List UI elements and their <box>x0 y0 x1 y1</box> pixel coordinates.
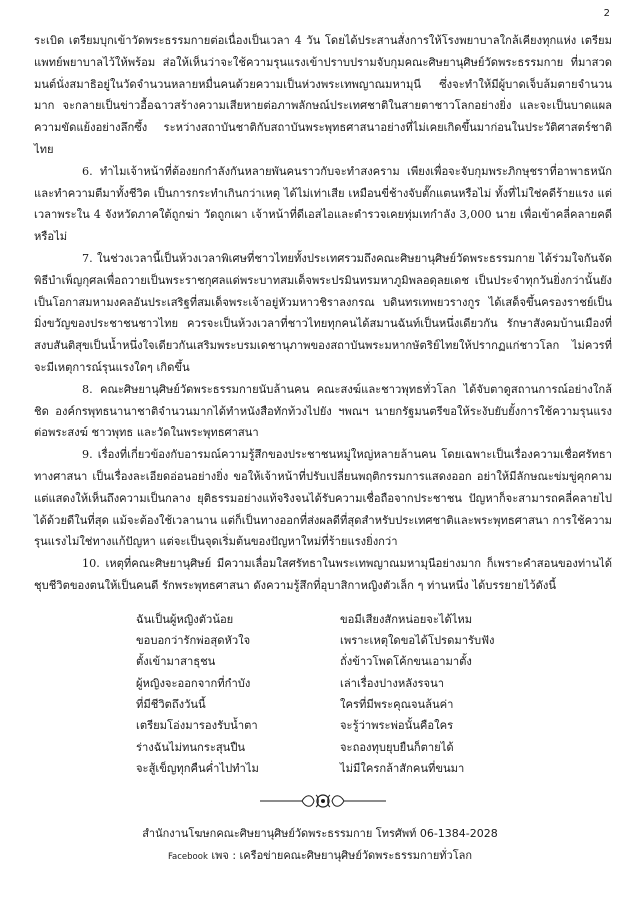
ornament-divider <box>34 791 612 811</box>
facebook-line <box>0 845 640 868</box>
poem-line: เตรียมโอ่งมารองรับน้ำตา <box>136 719 258 733</box>
paragraph-9: 9. เรื่องที่เกี่ยวข้องกับอารมณ์ความรู้สึกของประชาชนหมู่ใหญ่หลายล้านคน โดยเฉพาะเป็นเรื่องความเชื่อศรัทธาทางศาสนา เป็นเรื่องละเอียดอ่อนอย่างยิ่ง ขอให้เจ้าหน้าที่ปรับเปลี่ยนพฤติกรรมการแสดงออก อย่าให้มีลักษณะข่มขู่คุกคาม แต่แสดงให้เห็นถึงความเป็นกลาง ยุติธรรมอย่างแท้จริงจนได้รับความเชื่อถือจากประชาชน ปัญหาก็จะสามารถคลี่คลายไปได้ด้วยดีในที่สุด แม้จะต้องใช้เวลานาน แต่ก็เป็นทางออกที่ส่งผลดีที่สุดสำหรับประเทศชาติและพระพุทธศาสนา การใช้ความรุนแรงไม่ใช่ทางแก้ปัญหา แต่จะเป็นจุดเริ่มต้นของปัญหาใหม่ที่ร้ายแรงยิ่งกว่า <box>34 448 612 549</box>
poem-line: ฉันเป็นผู้หญิงตัวน้อย <box>136 612 234 626</box>
footer <box>0 823 640 868</box>
poem-line: จะรู้ว่าพระพ่อนั้นคือใคร <box>340 719 454 733</box>
paragraph-6: 6. ทำไมเจ้าหน้าที่ต้องยกกำลังกันหลายพันคนราวกับจะทำสงคราม เพียงเพื่อจะจับกุมพระภิกษุชราที่อาพาธหนัก และทำความตีมาทั้งชีวิต เป็นการกระทำเกินกว่าเหตุ ได้ไม่เท่าเสีย เหมือนขี่ช้างจับตั๊กแตนหรือไม่ ทั้งที่ไม่ใช่คดีร้ายแรง แต่เวลาพระใน 4 จังหวัดภาคใต้ถูกฆ่า วัดถูกเผา เจ้าหน้าที่ดีเอสไอและตำรวจเคยทุ่มเทกำลัง 3,000 นาย เพื่อเข้าคลี่คลายคดีหรือไม่ <box>34 164 612 244</box>
facebook-label: Facebook <box>167 852 208 862</box>
paragraph-7: 7. ในช่วงเวลานี้เป็นห้วงเวลาพิเศษที่ชาวไทยทั้งประเทศรวมถึงคณะศิษยานุศิษย์วัดพระธรรมกาย ได้ร่วมใจกันจัดพิธีบำเพ็ญกุศลเพื่อถวายเป็นพระราชกุศลแด่พระบาทสมเด็จพระปรมินทรมหาภูมิพลอดุลยเดช เป็นประจำทุกวันยิ่งกว่านั้นยังเป็นโอกาสมหามงคลอันประเสริฐที่สมเด็จพระเจ้าอยู่หัวมหาวชิราลงกรณ บดินทรเทพยวรางกูร ได้เสด็จขึ้นครองราชย์เป็นมิ่งขวัญของประชาชนชาวไทย ควรจะเป็นห้วงเวลาที่ชาวไทยทุกคนได้สมานฉันท์เป็นหนึ่งเดียวกัน รักษาสังคมบ้านเมืองที่สงบสันติสุขเป็นน้ำหนึ่งใจเดียวกันเสริมพระบรมเดชานุภาพของสถาบันพระมหากษัตริย์ไทยให้ปรากฏแก่ชาวโลก ไม่ควรที่จะมีเหตุการณ์รุนแรงใดๆ เกิดขึ้น <box>34 251 612 374</box>
poem <box>34 609 612 779</box>
page-number: 2 <box>603 8 610 19</box>
poem-line: จะถองทุบยุบยืนก็ตายได้ <box>340 740 454 754</box>
poem-line: เพราะเหตุใดขอได้โปรดมารับฟัง <box>340 634 495 648</box>
poem-line: ร่างฉันไม่ทนกระสุนปืน <box>136 740 246 754</box>
poem-line: ถั่งข้าวโพดโค้กขนเอามาตั้ง <box>340 655 472 669</box>
poem-line: ตั้งเข้ามาสาธุชน <box>136 655 216 669</box>
poem-line: ผู้หญิงจะออกจากที่กำบัง <box>136 676 251 690</box>
paragraph-8: 8. คณะศิษยานุศิษย์วัดพระธรรมกายนับล้านคน คณะสงฆ์และชาวพุทธทั่วโลก ได้จับตาดูสถานการณ์อย่างใกล้ชิด องค์กรพุทธนานาชาติจำนวนมากได้ทำหนังสือทักท้วงไปยัง ฯพณฯ นายกรัฐมนตรีขอให้ระงับยับยั้งการใช้ความรุนแรงต่อพระสงฆ์ ชาวพุทธ และวัดในพระพุทธศาสนา <box>34 382 612 440</box>
poem-right-column <box>340 609 510 779</box>
poem-line: จะสู้เข็ญทุกคืนค่ำไปทำไม <box>136 761 259 775</box>
poem-line: ที่มีชีวิตถึงวันนี้ <box>136 697 206 711</box>
poem-line: ขอมีเสียงสักหน่อยจะได้ไหม <box>340 612 473 626</box>
ornament-icon <box>258 791 388 811</box>
poem-line: ใครที่มีพระคุณจนล้นค่า <box>340 697 454 711</box>
poem-line: เล่าเรื่องปางหลังรจนา <box>340 676 445 690</box>
poem-line: ไม่มีใครกล้าสักคนที่ขนมา <box>340 761 465 775</box>
body-text <box>34 30 612 597</box>
office-contact-line: สำนักงานโฆษกคณะศิษยานุศิษย์วัดพระธรรมกาย โทรศัพท์ 06-1384-2028 <box>142 827 498 840</box>
poem-left-column <box>136 609 306 779</box>
paragraph-10: 10. เหตุที่คณะศิษยานุศิษย์ มีความเลื่อมใสศรัทธาในพระเทพญาณมหามุนีอย่างมาก ก็เพราะคำสอนของท่านได้ชุบชีวิตของตนให้เป็นคนดี รักพระพุทธศาสนา ดังความรู้สึกที่อุบาสิกาหญิงตัวเล็ก ๆ ท่านหนึ่ง ได้บรรยายไว้ดังนี้ <box>34 557 612 592</box>
facebook-page-name: เพจ : เครือข่ายคณะศิษยานุศิษย์วัดพระธรรมกายทั่วโลก <box>211 849 473 862</box>
poem-line: ขอบอกว่ารักพ่อสุดหัวใจ <box>136 634 251 648</box>
paragraph-continuation: ระเบิด เตรียมบุกเข้าวัดพระธรรมกายต่อเนื่องเป็นเวลา 4 วัน โดยได้ประสานสั่งการให้โรงพยาบาลใกล้เคียงทุกแห่ง เตรียมแพทย์พยาบาลไว้ให้พร้อม ส่อให้เห็นว่าจะใช้ความรุนแรงเข้าปราบปรามจับกุมคณะศิษยานุศิษย์วัดพระธรรมกาย ที่มาสวดมนต์นั่งสมาธิอยู่ในวัดจำนวนหลายหมื่นคนด้วยความเป็นห่วงพระเทพญาณมหามุนี ซึ่งจะทำให้มีผู้บาดเจ็บล้มตายจำนวนมาก จะกลายเป็นข่าวอื้อฉาวสร้างความเสียหายต่อภาพลักษณ์ประเทศชาติในสายตาชาวโลกอย่างยิ่ง และจะเป็นบาดแผลความขัดแย้งอย่างลึกซึ้ง ระหว่างสถาบันชาติกับสถาบันพระพุทธศาสนาอย่างที่ไม่เคยเกิดขึ้นมาก่อนในประวัติศาสตร์ชาติไทย <box>34 34 612 156</box>
